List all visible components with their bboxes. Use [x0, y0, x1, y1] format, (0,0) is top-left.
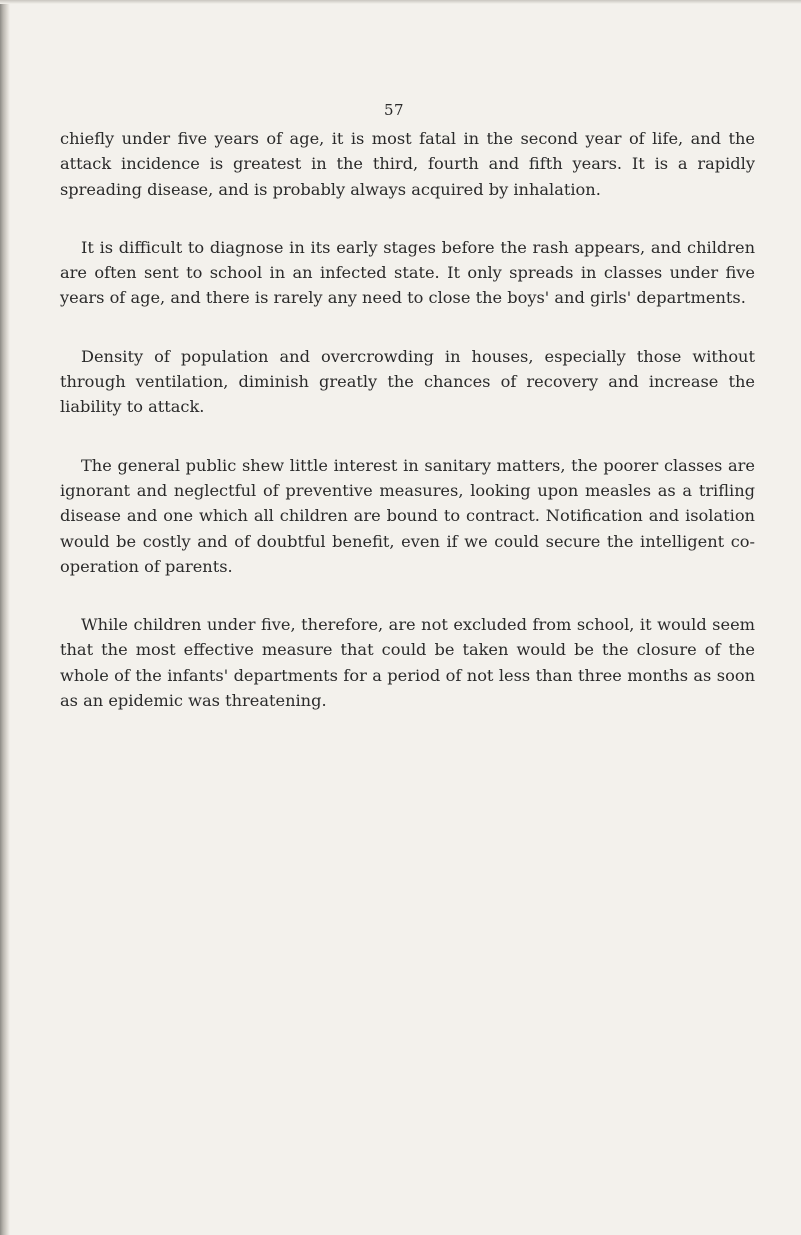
paragraph-continuation: chiefly under five years of age, it is most fatal in the second year of life, and the attack incidence is greatest in the third, fourth and fifth years. It is a rapidly spreading disease, and is probably always acquired by inhalation.: [60, 129, 755, 199]
paragraph-school-closure: While children under five, therefore, are not excluded from school, it would seem that the most effective measure that could be taken would be the closure of the whole of the infants' departments for a period of not less than three months as soon as an epidemic was threatening.: [60, 615, 755, 711]
paragraph-overcrowding: Density of population and overcrowding in houses, especially those without through ventilation, diminish greatly the chances of recovery and increase the liability to attack.: [60, 346, 755, 417]
document-body: [60, 126, 755, 746]
page-top-edge: [0, 0, 801, 4]
page-number: 57: [383, 101, 405, 119]
page-binding-edge: [0, 0, 10, 1235]
paragraph-diagnosis: It is difficult to diagnose in its early stages before the rash appears, and children are often sent to school in an infected state. It only spreads in classes under five years of age, and there is rarely any need to close the boys' and girls' departments.: [60, 237, 755, 308]
paragraph-public-attitude: The general public shew little interest in sanitary matters, the poorer classes are ignorant and neglectful of preventive measures, looking upon measles as a trifling disease and one which all children are bound to contract. Notification and isolation would be costly and of doubtful benefit, even if we could secure the intelligent co-operation of parents.: [60, 455, 755, 576]
